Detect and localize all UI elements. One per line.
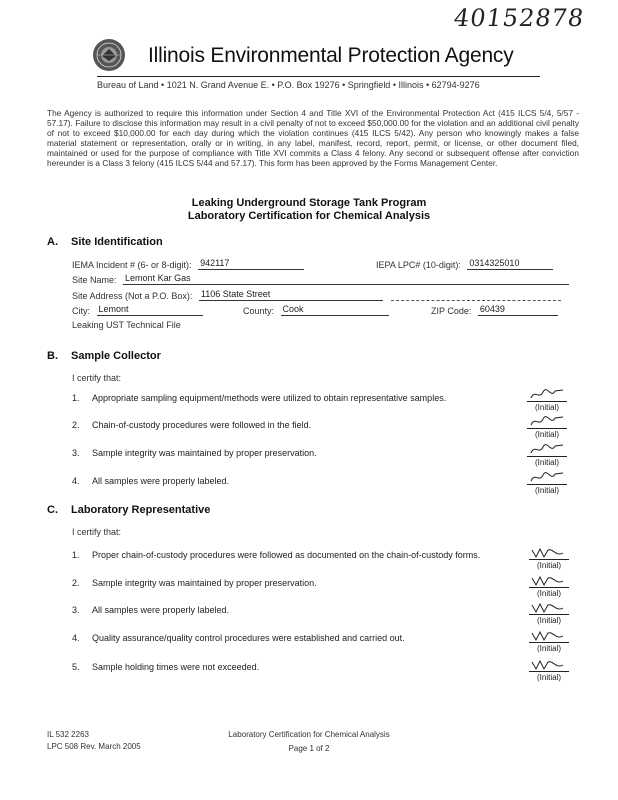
- initial-label: (Initial): [536, 589, 561, 598]
- statement-text: Sample holding times were not exceeded.: [92, 662, 260, 672]
- city-row: [72, 304, 203, 316]
- initial-label: (Initial): [536, 644, 561, 653]
- initial-label: (Initial): [534, 458, 559, 467]
- site-name-row: [72, 273, 569, 285]
- signature-scribble-icon: [529, 600, 569, 614]
- initial-label: (Initial): [536, 616, 561, 625]
- initial-signature-field[interactable]: [527, 470, 567, 485]
- lab-initial-1[interactable]: [522, 545, 576, 570]
- section-title: Site Identification: [71, 236, 163, 248]
- county-label: County:: [243, 306, 275, 316]
- lab-statement: [72, 550, 480, 560]
- initial-signature-field[interactable]: [529, 600, 569, 615]
- form-title: Laboratory Certification for Chemical Analysis: [187, 210, 431, 222]
- header-divider: [97, 76, 540, 77]
- legal-notice: The Agency is authorized to require this information under Section 4 and Title XVI of the Environmental Protection Act (415 ILCS 5/4, 5/57 - 57.17). Failure to disclose this information may result in a civil penalty of not to exceed $50,000.00 for the violation and an additional civil penalty of not to exceed $10,000.00 for each day during which the violation continues (415 ILCS 5/42). Any person who knowingly makes a false material statement or representation, orally or in writing, in any label, manifest, record, report, permit, or license, or other document filed, maintained or used for the purpose of compliance with Title XVI commits a Class 4 felony. Any second or subsequent offense after conviction hereunder is a Class 3 felony (415 ILCS 5/44 and 57.17). This form has been approved by the Forms Management Center.: [47, 108, 579, 168]
- lab-initial-5[interactable]: [522, 657, 576, 682]
- program-title: Leaking Underground Storage Tank Program: [191, 197, 427, 209]
- site-address-continued-field[interactable]: [391, 289, 561, 301]
- lab-initial-4[interactable]: [522, 628, 576, 653]
- initial-signature-field[interactable]: [529, 573, 569, 588]
- initial-signature-field[interactable]: [529, 545, 569, 560]
- initial-signature-field[interactable]: [529, 657, 569, 672]
- initial-label: (Initial): [534, 486, 559, 495]
- form-revision: LPC 508 Rev. March 2005: [47, 742, 141, 751]
- initial-label: (Initial): [534, 430, 559, 439]
- section-c-heading: [47, 504, 210, 516]
- initial-signature-field[interactable]: [529, 628, 569, 643]
- county-row: [243, 304, 389, 316]
- site-name-field[interactable]: Lemont Kar Gas: [123, 273, 569, 285]
- section-letter: A.: [47, 236, 58, 248]
- city-label: City:: [72, 306, 90, 316]
- site-address-row: [72, 289, 561, 301]
- statement-text: Quality assurance/quality control procedures were established and carried out.: [92, 633, 405, 643]
- iema-incident-field[interactable]: 942117: [198, 258, 304, 270]
- collector-statement: [72, 393, 446, 403]
- iema-label: IEMA Incident # (6- or 8-digit):: [72, 260, 192, 270]
- initial-signature-field[interactable]: [527, 387, 567, 402]
- agency-title: Illinois Environmental Protection Agency: [148, 44, 514, 67]
- collector-initial-2[interactable]: [520, 414, 574, 439]
- technical-file-row: [72, 320, 181, 330]
- lab-statement: [72, 578, 317, 588]
- sample-collector-certify: I certify that:: [72, 373, 122, 383]
- site-address-label: Site Address (Not a P.O. Box):: [72, 291, 193, 301]
- initial-label: (Initial): [534, 403, 559, 412]
- statement-number: 3.: [72, 605, 80, 615]
- agency-address: Bureau of Land • 1021 N. Grand Avenue E. • P.O. Box 19276 • Springfield • Illinois • 62794-9276: [97, 80, 480, 90]
- initial-signature-field[interactable]: [527, 414, 567, 429]
- section-letter: C.: [47, 504, 58, 516]
- lab-statement: [72, 662, 259, 672]
- technical-file-label: Leaking UST Technical File: [72, 320, 181, 330]
- lab-initial-3[interactable]: [522, 600, 576, 625]
- statement-number: 1.: [72, 550, 80, 560]
- county-field[interactable]: Cook: [281, 304, 389, 316]
- zip-field[interactable]: 60439: [478, 304, 558, 316]
- lab-statement: [72, 633, 405, 643]
- lab-statement: [72, 605, 229, 615]
- site-address-field[interactable]: 1106 State Street: [199, 289, 383, 301]
- statement-number: 2.: [72, 578, 80, 588]
- lab-initial-2[interactable]: [522, 573, 576, 598]
- collector-statement: [72, 476, 229, 486]
- lpc-number-field[interactable]: 0314325010: [467, 258, 553, 270]
- site-name-label: Site Name:: [72, 275, 117, 285]
- statement-text: Proper chain-of-custody procedures were followed as documented on the chain-of-custody forms.: [92, 550, 481, 560]
- collector-statement: [72, 420, 311, 430]
- footer-title: Laboratory Certification for Chemical Analysis: [228, 730, 390, 739]
- city-field[interactable]: Lemont: [97, 304, 203, 316]
- lpc-label: IEPA LPC# (10-digit):: [376, 260, 461, 270]
- state-seal-icon: [92, 38, 126, 72]
- collector-initial-4[interactable]: [520, 470, 574, 495]
- statement-text: Appropriate sampling equipment/methods were utilized to obtain representative samples.: [92, 393, 447, 403]
- statement-number: 2.: [72, 420, 80, 430]
- statement-number: 4.: [72, 476, 80, 486]
- signature-scribble-icon: [529, 545, 569, 559]
- statement-number: 5.: [72, 662, 80, 672]
- iema-incident-row: [72, 258, 304, 270]
- section-title: Laboratory Representative: [71, 504, 211, 516]
- collector-initial-3[interactable]: [520, 442, 574, 467]
- signature-scribble-icon: [527, 414, 567, 428]
- statement-number: 3.: [72, 448, 80, 458]
- signature-scribble-icon: [529, 657, 569, 671]
- initial-label: (Initial): [536, 561, 561, 570]
- signature-scribble-icon: [527, 470, 567, 484]
- statement-text: Chain-of-custody procedures were followed in the field.: [92, 420, 312, 430]
- lab-rep-certify: I certify that:: [72, 527, 122, 537]
- lpc-row: [376, 258, 553, 270]
- collector-initial-1[interactable]: [520, 387, 574, 412]
- initial-label: (Initial): [536, 673, 561, 682]
- signature-scribble-icon: [529, 573, 569, 587]
- signature-scribble-icon: [527, 387, 567, 401]
- section-title: Sample Collector: [71, 350, 161, 362]
- statement-text: Sample integrity was maintained by proper preservation.: [92, 578, 317, 588]
- section-a-heading: [47, 236, 163, 248]
- zip-label: ZIP Code:: [431, 306, 472, 316]
- form-id: IL 532 2263: [47, 730, 89, 739]
- document-number: 40152878: [451, 4, 586, 32]
- statement-text: All samples were properly labeled.: [92, 476, 230, 486]
- signature-scribble-icon: [529, 628, 569, 642]
- section-b-heading: [47, 350, 161, 362]
- signature-scribble-icon: [527, 442, 567, 456]
- statement-text: All samples were properly labeled.: [92, 605, 230, 615]
- collector-statement: [72, 448, 317, 458]
- zip-row: [431, 304, 558, 316]
- section-letter: B.: [47, 350, 58, 362]
- statement-text: Sample integrity was maintained by proper preservation.: [92, 448, 317, 458]
- initial-signature-field[interactable]: [527, 442, 567, 457]
- statement-number: 1.: [72, 393, 80, 403]
- page-number: Page 1 of 2: [288, 744, 330, 753]
- statement-number: 4.: [72, 633, 80, 643]
